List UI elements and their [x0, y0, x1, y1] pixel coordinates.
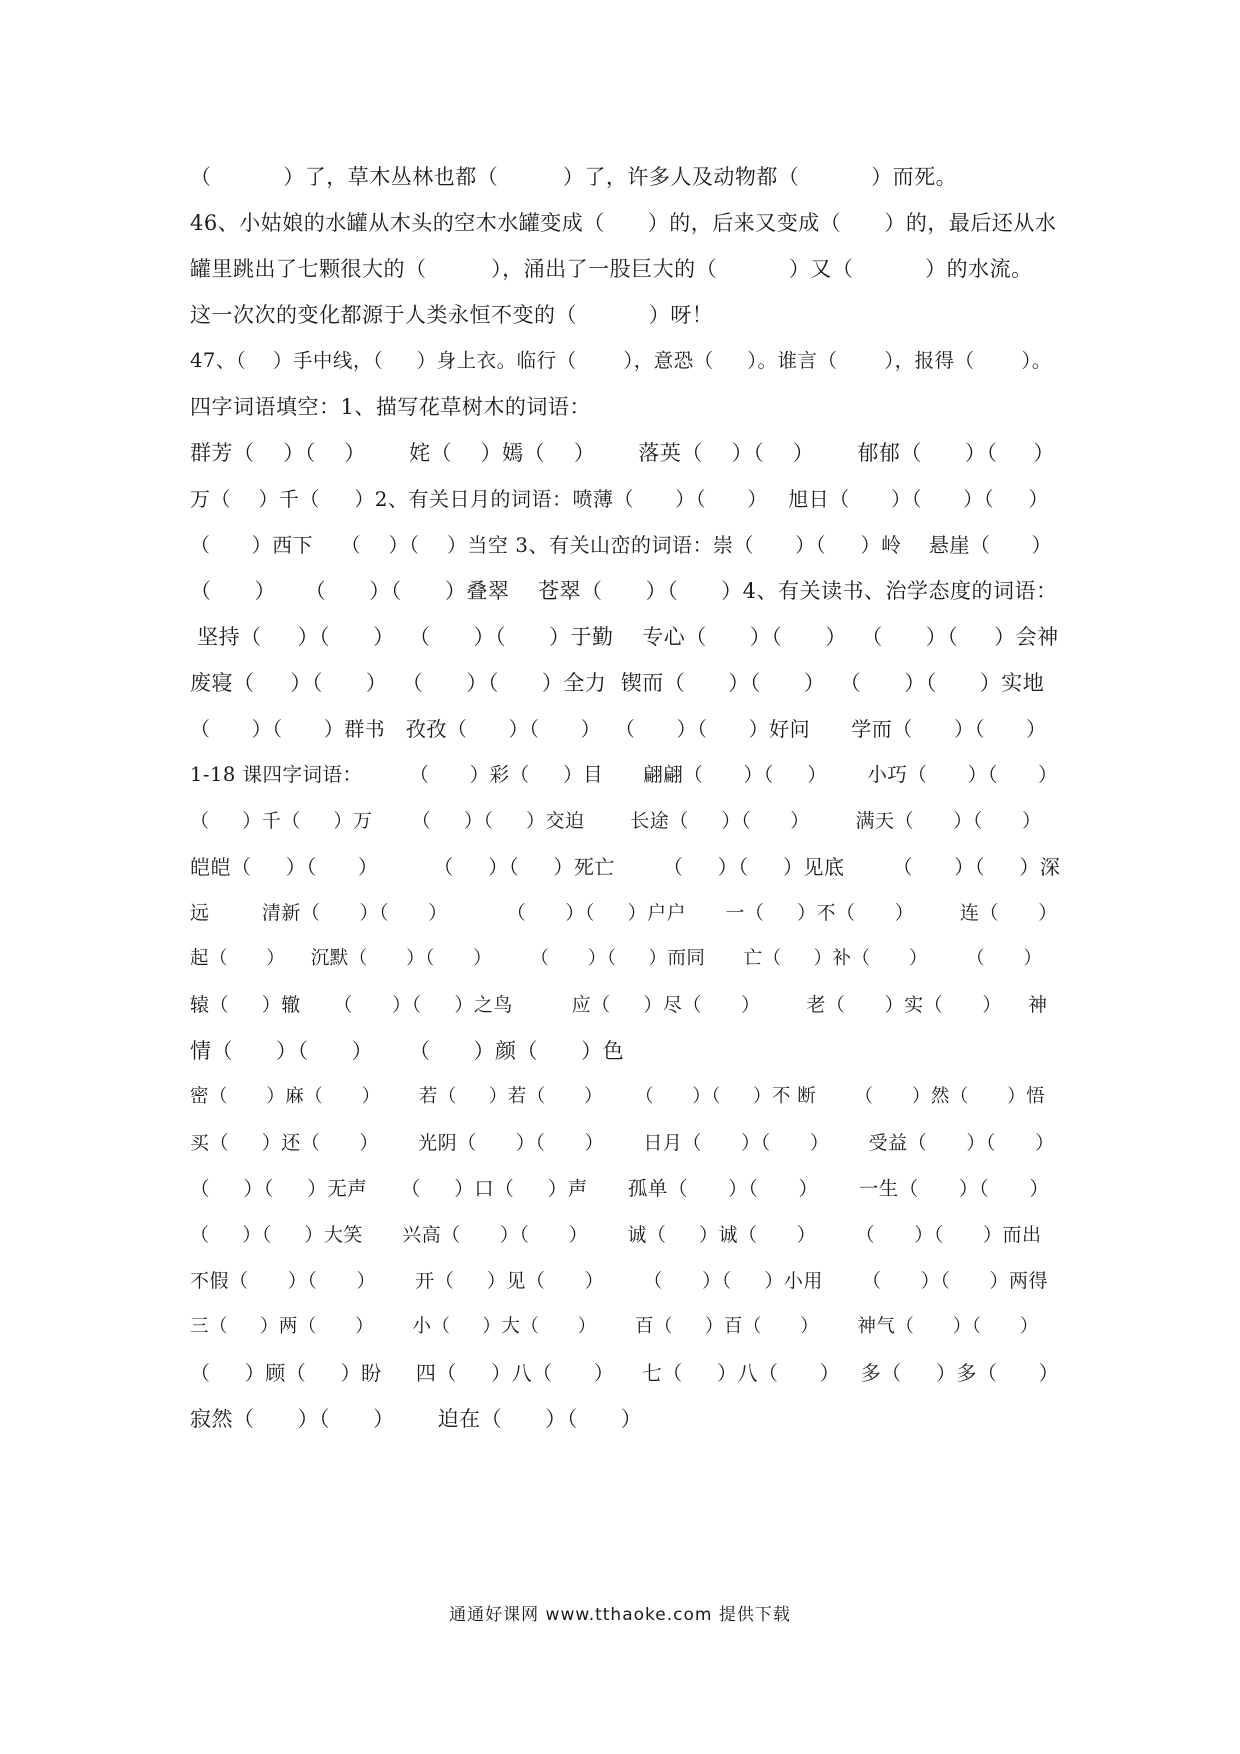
text-line-25: 不假（ ）（ ） 开（ ）见（ ） （ ）（ ）小用 （ ）（ ）两得 [190, 1270, 1049, 1292]
text-line-2: 46、小姑娘的水罐从木头的空木水罐变成（ ）的，后来又变成（ ）的，最后还从水 [190, 211, 1057, 235]
text-line-22: 买（ ）还（ ） 光阴（ ）（ ） 日月（ ）（ ） 受益（ ）（ ） [190, 1132, 1055, 1154]
footer-source-text: 通通好课网 www.tthaoke.com 提供下载 [449, 1605, 791, 1625]
text-line-21: 密（ ）麻（ ） 若（ ）若（ ） （ ）（ ）不 断 （ ）然（ ）悟 [190, 1086, 1046, 1107]
text-line-11: 坚持（ ）（ ） （ ）（ ）于勤 专心（ ）（ ） （ ）（ ）会神 [190, 625, 1059, 649]
text-line-4: 这一次次的变化都源于人类永恒不变的（ ）呀！ [190, 303, 714, 327]
text-line-15: （ ）千（ ）万 （ ）（ ）交迫 长途（ ）（ ） 满天（ ）（ ） [190, 810, 1042, 832]
text-line-16: 皑皑（ ）（ ） （ ）（ ）死亡 （ ）（ ）见底 （ ）（ ）深 [190, 855, 1061, 879]
text-line-28: 寂然（ ）（ ） 迫在（ ）（ ） [190, 1407, 643, 1431]
text-line-10: （ ） （ ）（ ）叠翠 苍翠（ ）（ ）4、有关读书、治学态度的词语： [190, 579, 1058, 603]
text-line-9: （ ）西下 （ ）（ ）当空 3、有关山峦的词语：崇（ ）（ ）岭 悬崖（ ） [190, 533, 1053, 557]
text-line-20: 情（ ）（ ） （ ）颜（ ）色 [190, 1039, 625, 1063]
text-line-23: （ ）（ ）无声 （ ）口（ ）声 孤单（ ）（ ） 一生（ ）（ ） [190, 1177, 1050, 1200]
text-line-13: （ ）（ ）群书 孜孜（ ）（ ） （ ）（ ）好问 学而（ ）（ ） [190, 717, 1047, 741]
text-line-1: （ ）了，草木丛林也都（ ）了，许多人及动物都（ ）而死。 [190, 165, 958, 189]
text-line-5: 47、（ ）手中线，（ ）身上衣。临行（ ），意恐（ ）。谁言（ ），报得（ ）。 [190, 349, 1052, 372]
text-line-19: 辕（ ）辙 （ ）（ ）之鸟 应（ ）尽（ ） 老（ ）实（ ） 神 [190, 994, 1048, 1016]
text-line-6: 四字词语填空：1、描写花草树木的词语： [190, 395, 591, 419]
text-line-12: 废寝（ ）（ ） （ ）（ ）全力 锲而（ ）（ ） （ ）（ ）实地 [190, 671, 1045, 695]
text-line-18: 起（ ） 沉默（ ）（ ） （ ）（ ）而同 亡（ ）补（ ） （ ） [190, 948, 1043, 969]
text-line-8: 万（ ）千（ ）2、有关日月的词语：喷薄（ ）（ ） 旭日（ ）（ ）（ ） [190, 487, 1049, 511]
text-line-3: 罐里跳出了七颗很大的（ ），涌出了一股巨大的（ ）又（ ）的水流。 [190, 257, 1033, 281]
text-line-26: 三（ ）两（ ） 小（ ）大（ ） 百（ ）百（ ） 神气（ ）（ ） [190, 1316, 1039, 1337]
text-line-17: 远 清新（ ）（ ） （ ）（ ）户户 一（ ）不（ ） 连（ ） [190, 902, 1058, 924]
text-line-14: 1-18 课四字词语： （ ）彩（ ）目 翩翩（ ）（ ） 小巧（ ）（ ） [190, 763, 1059, 786]
text-line-27: （ ）顾（ ）盼 四（ ）八（ ） 七（ ）八（ ） 多（ ）多（ ） [190, 1361, 1060, 1385]
text-line-24: （ ）（ ）大笑 兴高（ ）（ ） 诚（ ）诚（ ） （ ）（ ）而出 [190, 1224, 1042, 1246]
text-line-7: 群芳（ ）（ ） 姹（ ）嫣（ ） 落英（ ）（ ） 郁郁（ ）（ ） [190, 441, 1055, 465]
